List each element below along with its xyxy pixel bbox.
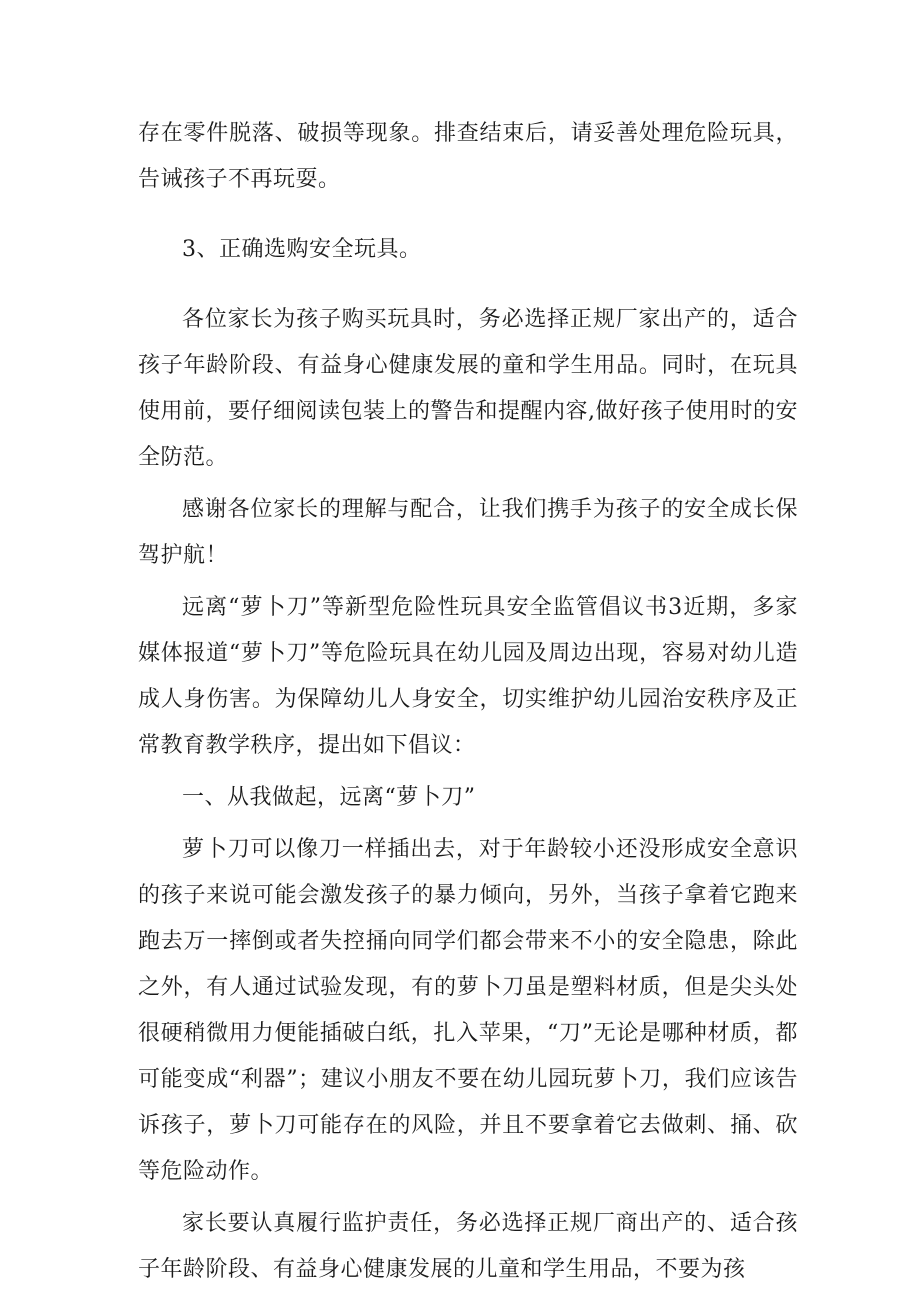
paragraph-buying-toys: 各位家长为孩子购买玩具时，务必选择正规厂家出产的，适合孩子年龄阶段、有益身心健康发展的童和学生用品。同时，在玩具使用前，要仔细阅读包装上的警告和提醒内容,做好孩子使用时的安全防范。	[138, 307, 798, 470]
section-heading-start-with-me: 一、从我做起，远离“萝卜刀”	[182, 785, 476, 810]
paragraph-proposal-intro: 远离“萝卜刀”等新型危险性玩具安全监管倡议书3近期，多家媒体报道“萝卜刀”等危险玩具在幼儿园及周边出现，容易对幼儿造成人身伤害。为保障幼儿人身安全，切实维护幼儿园治安秩序及正常教育教学秩序，提出如下倡议：	[138, 595, 798, 758]
section-heading-safe-toys: 3、正确选购安全玩具。	[182, 237, 422, 262]
paragraph-parent-duty: 家长要认真履行监护责任，务必选择正规厂商出产的、适合孩子年龄阶段、有益身心健康发展的儿童和学生用品，不要为孩	[138, 1211, 798, 1282]
document-body	[138, 111, 798, 1293]
paragraph-radish-knife-risks: 萝卜刀可以像刀一样插出去，对于年龄较小还没形成安全意识的孩子来说可能会激发孩子的暴力倾向，另外，当孩子拿着它跑来跑去万一摔倒或者失控捅向同学们都会带来不小的安全隐患，除此之外，有人通过试验发现，有的萝卜刀虽是塑料材质，但是尖头处很硬稍微用力便能插破白纸，扎入苹果，“刀”无论是哪种材质，都可能变成“利器”；建议小朋友不要在幼儿园玩萝卜刀，我们应该告诉孩子，萝卜刀可能存在的风险，并且不要拿着它去做刺、捅、砍等危险动作。	[138, 837, 798, 1184]
paragraph-continuation: 存在零件脱落、破损等现象。排查结束后，请妥善处理危险玩具，告诫孩子不再玩耍。	[138, 121, 798, 192]
paragraph-thanks: 感谢各位家长的理解与配合，让我们携手为孩子的安全成长保驾护航！	[138, 497, 798, 568]
